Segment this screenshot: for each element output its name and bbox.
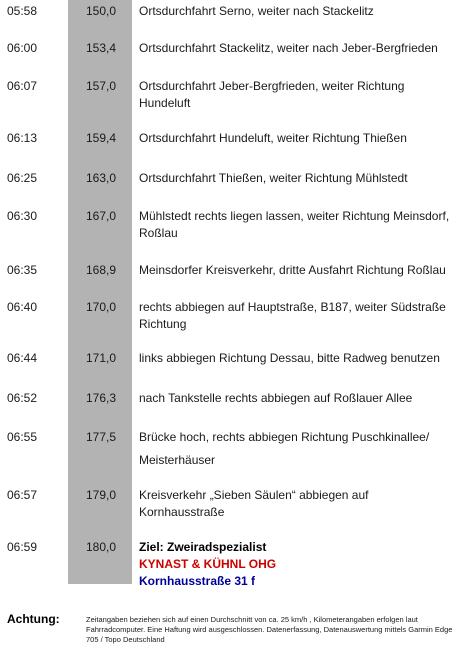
row-time: 06:25: [7, 171, 38, 185]
row-description-line: nach Tankstelle rechts abbiegen auf Roßlauer Allee: [139, 391, 413, 405]
row-description-line: Kornhausstraße: [139, 505, 225, 519]
row-time: 06:30: [7, 209, 38, 223]
row-description-line: Brücke hoch, rechts abbiegen Richtung Puschkinallee/: [139, 430, 430, 444]
row-description: [139, 350, 457, 367]
row-km: 153,4: [85, 41, 116, 55]
row-time: 06:13: [7, 131, 38, 145]
destination-firm: KYNAST & KÜHNL OHG: [139, 557, 277, 571]
row-km: 157,0: [85, 79, 116, 93]
destination-address: Kornhausstraße 31 f: [139, 574, 256, 588]
row-description: [139, 208, 457, 242]
row-time: 06:00: [7, 41, 38, 55]
row-km: 180,0: [85, 540, 116, 554]
row-description: [139, 429, 457, 469]
row-time: 06:55: [7, 430, 38, 444]
row-description: [139, 40, 457, 57]
row-km: 179,0: [85, 488, 116, 502]
row-description: [139, 3, 457, 20]
row-description-line: Ortsdurchfahrt Thießen, weiter Richtung Mühlstedt: [139, 171, 408, 185]
row-km: 170,0: [85, 300, 116, 314]
row-description-line: Meinsdorfer Kreisverkehr, dritte Ausfahrt Richtung Roßlau: [139, 263, 446, 277]
row-time: 06:59: [7, 540, 38, 554]
row-description: [139, 170, 457, 187]
row-km: 163,0: [85, 171, 116, 185]
row-km: 150,0: [85, 4, 116, 18]
row-description: [139, 130, 457, 147]
row-description-line: Hundeluft: [139, 96, 191, 110]
row-km: 168,9: [85, 263, 116, 277]
row-description-line: links abbiegen Richtung Dessau, bitte Radweg benutzen: [139, 351, 440, 365]
row-time: 05:58: [7, 4, 38, 18]
row-description-line: Mühlstedt rechts liegen lassen, weiter Richtung Meinsdorf,: [139, 209, 450, 223]
row-time: 06:44: [7, 351, 38, 365]
row-km: 176,3: [85, 391, 116, 405]
row-km: 167,0: [85, 209, 116, 223]
row-description-line: Ortsdurchfahrt Hundeluft, weiter Richtung Thießen: [139, 131, 407, 145]
row-time: 06:07: [7, 79, 38, 93]
notice-label: Achtung:: [7, 612, 60, 626]
row-time: 06:35: [7, 263, 38, 277]
row-time: 06:40: [7, 300, 38, 314]
row-description: [139, 78, 457, 112]
row-description-line: Meisterhäuser: [139, 453, 216, 467]
row-description: [139, 390, 457, 407]
row-description-line: Ortsdurchfahrt Serno, weiter nach Stackelitz: [139, 4, 374, 18]
row-description: [139, 299, 457, 333]
row-km: 171,0: [85, 351, 116, 365]
notice-text: Zeitangaben beziehen sich auf einen Durchschnitt von ca. 25 km/h , Kilometerangaben erfolgen laut Fahrradcomputer. Eine Haftung wird ausgeschlossen. Datenerfassung, Datenauswertung mittels Garmin Edge 705 / Topo Deutschland: [86, 615, 453, 644]
row-description: [139, 262, 457, 279]
row-time: 06:52: [7, 391, 38, 405]
row-description-line: Richtung: [139, 317, 187, 331]
row-description-line: rechts abbiegen auf Hauptstraße, B187, weiter Südstraße: [139, 300, 446, 314]
row-description-line: Roßlau: [139, 226, 178, 240]
row-description: [139, 539, 457, 590]
row-description: [139, 487, 457, 521]
row-km: 177,5: [85, 430, 116, 444]
row-km: 159,4: [85, 131, 116, 145]
row-description-line: Kreisverkehr „Sieben Säulen“ abbiegen auf: [139, 488, 369, 502]
row-time: 06:57: [7, 488, 38, 502]
row-description-line: Ortsdurchfahrt Stackelitz, weiter nach Jeber-Bergfrieden: [139, 41, 438, 55]
row-description-line: Ortsdurchfahrt Jeber-Bergfrieden, weiter Richtung: [139, 79, 405, 93]
destination-label: Ziel: Zweiradspezialist: [139, 540, 267, 554]
